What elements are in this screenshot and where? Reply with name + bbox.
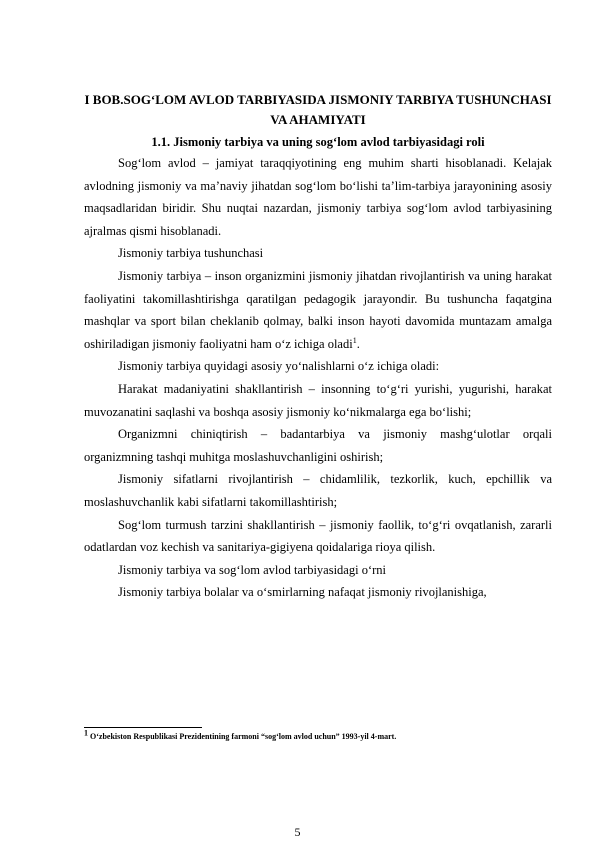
- chapter-title: I BOB.SOG‘LOM AVLOD TARBIYASIDA JISMONIY TARBIYA TUSHUNCHASI VA AHAMIYATI: [84, 92, 552, 127]
- list-item-movement-culture: Harakat madaniyatini shakllantirish – insonning to‘g‘ri yurishi, yugurishi, harakat muvozanatini saqlashi va boshqa asosiy jismoniy ko‘nikmalarga ega bo‘lishi;: [84, 381, 552, 419]
- list-item-hardening: Organizmni chiniqtirish – badantarbiya va jismoniy mashg‘ulotlar orqali organizmning tashqi muhitga moslashuvchanligini oshirish;: [84, 427, 552, 464]
- section-title: 1.1. Jismoniy tarbiya va uning sog‘lom avlod tarbiyasidagi roli: [151, 135, 485, 149]
- paragraph-intro: Sog‘lom avlod – jamiyat taraqqiyotining eng muhim sharti hisoblanadi. Kelajak avlodning jismoniy va ma’naviy jihatdan sog‘lom bo‘lishi ta’lim-tarbiya jarayonining asosiy maqsadlaridan biridir. Shu nuqtai nazardan, jismoniy tarbiya sog‘lom avlod tarbiyasining ajralmas qismi hisoblanadi.: [84, 156, 552, 238]
- footnote-reference[interactable]: 1: [352, 335, 357, 345]
- paragraph-directions-intro: Jismoniy tarbiya quyidagi asosiy yo‘nalishlarni o‘z ichiga oladi:: [118, 359, 440, 374]
- paragraph-subtitle-role: Jismoniy tarbiya va sog‘lom avlod tarbiyasidagi o‘rni: [118, 562, 387, 577]
- footnote-text: O‘zbekiston Respublikasi Prezidentining farmoni “sog‘lom avlod uchun” 1993-yil 4-mart.: [88, 732, 397, 741]
- footnote: [84, 728, 552, 743]
- footnote-divider: [84, 727, 202, 728]
- list-item-healthy-lifestyle: Sog‘lom turmush tarzini shakllantirish – jismoniy faollik, to‘g‘ri ovqatlanish, zararli odatlardan voz kechish va sanitariya-gigiyena qoidalariga rioya qilish.: [84, 517, 552, 555]
- paragraph-definition: [84, 265, 552, 355]
- paragraph-subtitle-concept: Jismoniy tarbiya tushunchasi: [118, 246, 264, 261]
- paragraph-definition-text: Jismoniy tarbiya – inson organizmini jismoniy jihatdan rivojlantirish va uning harakat faoliyatini takomillashtirishga qaratilgan pedagogik jarayondir. Bu tushuncha faqatgina mashqlar va sport bilan cheklanib qolmay, balki inson hayoti davomida muntazam amalga oshiriladigan jismoniy faoliyatni ham o‘z ichiga oladi: [84, 268, 552, 351]
- footnote-number: 1: [84, 728, 88, 738]
- page-body: [84, 90, 552, 604]
- paragraph-role-start: Jismoniy tarbiya bolalar va o‘smirlarning nafaqat jismoniy rivojlanishiga,: [118, 585, 487, 600]
- paragraph-definition-end: .: [356, 336, 360, 351]
- page-number: 5: [294, 825, 301, 839]
- list-item-physical-qualities: Jismoniy sifatlarni rivojlantirish – chidamlilik, tezkorlik, kuch, epchillik va moslashuvchanlik kabi sifatlarni takomillashtirish;: [84, 472, 552, 509]
